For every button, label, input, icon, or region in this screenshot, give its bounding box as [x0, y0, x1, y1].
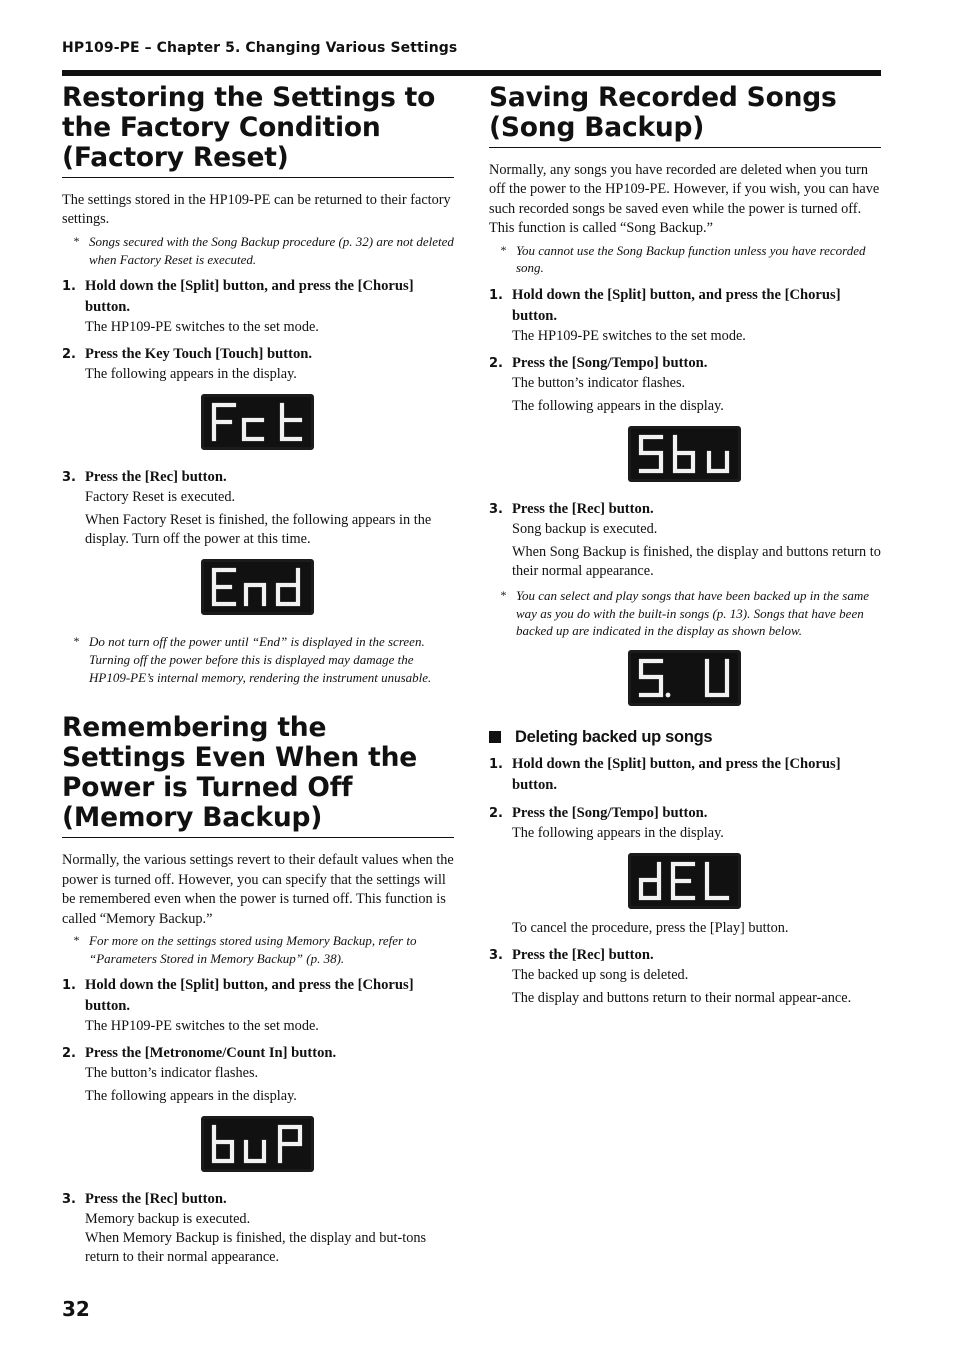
memory-backup-intro: Normally, the various settings revert to their default values when the power is turned off. However, you can specify that the settings will be remembered even when the power is turned off. This function is called “Memory Backup.”: [62, 852, 454, 927]
step-title: Press the [Rec] button.: [512, 947, 654, 964]
step-text: Song backup is executed.: [512, 521, 658, 538]
lcd-display-bup: [201, 1116, 314, 1172]
song-backup-step-2: [489, 353, 881, 492]
lcd-display-del: [628, 853, 741, 909]
right-column: [489, 83, 881, 1008]
running-head: HP109-PE – Chapter 5. Changing Various Settings: [62, 40, 458, 56]
step-text: The HP109-PE switches to the set mode.: [85, 319, 319, 336]
step-title: Press the [Rec] button.: [85, 469, 227, 486]
step-number: 3.: [489, 948, 503, 964]
step-title: Press the [Song/Tempo] button.: [512, 805, 708, 822]
lcd-display-sbu: [628, 426, 741, 482]
step-number: 1.: [489, 757, 503, 773]
step-text: The following appears in the display.: [85, 366, 297, 383]
step-number: 2.: [489, 806, 503, 822]
lcd-display-fct: [201, 394, 314, 450]
note-text: You can select and play songs that have been backed up in the same way as you do with the built-in songs (p. 13). Songs that have been backed up are indicated in the display as shown below.: [516, 588, 869, 639]
lcd-glyphs-end: [208, 565, 308, 609]
step-text: The backed up song is deleted.: [512, 967, 689, 984]
memory-backup-note-1: [62, 932, 454, 967]
memory-backup-step-3: [62, 1189, 454, 1267]
step-title: Hold down the [Split] button, and press the [Chorus] button.: [85, 278, 414, 316]
lcd-glyphs-su: [635, 656, 735, 700]
step-text: Memory backup is executed.: [85, 1211, 251, 1228]
step-text-2: When Song Backup is finished, the display and buttons return to their normal appearance.: [512, 544, 881, 580]
step-text-2: The following appears in the display.: [512, 398, 724, 415]
section-title-factory-reset: Restoring the Settings to the Factory Condition (Factory Reset): [62, 83, 454, 178]
step-number: 3.: [62, 470, 76, 486]
step-title: Press the [Rec] button.: [512, 501, 654, 518]
factory-reset-note-1: [62, 233, 454, 268]
lcd-glyphs-sbu: [635, 432, 735, 476]
delete-cancel-text: To cancel the procedure, press the [Play] button.: [512, 920, 789, 937]
black-square-icon: [489, 731, 501, 743]
memory-backup-step-2: [62, 1043, 454, 1182]
note-marker-icon: *: [73, 634, 80, 649]
step-number: 1.: [489, 288, 503, 304]
lcd-glyphs-del: [635, 859, 735, 903]
step-text-2: The display and buttons return to their normal appear-ance.: [512, 990, 852, 1007]
note-text: For more on the settings stored using Memory Backup, refer to “Parameters Stored in Memory Backup” (p. 38).: [89, 932, 417, 966]
step-text: The button’s indicator flashes.: [85, 1065, 259, 1082]
factory-reset-note-2: [62, 633, 454, 686]
section-title-song-backup: Saving Recorded Songs (Song Backup): [489, 83, 881, 148]
factory-reset-intro: The settings stored in the HP109-PE can be returned to their factory settings.: [62, 192, 451, 228]
subsection-title-text: Deleting backed up songs: [515, 728, 713, 747]
memory-backup-step-1: [62, 975, 454, 1036]
song-backup-note-2: [489, 587, 881, 640]
step-number: 2.: [62, 1046, 76, 1062]
factory-reset-step-3: [62, 467, 454, 625]
step-number: 1.: [62, 279, 76, 295]
page-number: 32: [62, 1297, 90, 1321]
step-number: 3.: [489, 502, 503, 518]
lcd-glyphs-bup: [208, 1122, 308, 1166]
header-rule: [62, 70, 881, 76]
step-text-2: When Memory Backup is finished, the display and but-tons return to their normal appearance.: [85, 1230, 427, 1266]
step-title: Hold down the [Split] button, and press the [Chorus] button.: [512, 287, 841, 325]
note-marker-icon: *: [73, 932, 80, 947]
step-text: The HP109-PE switches to the set mode.: [512, 328, 746, 345]
step-number: 3.: [62, 1192, 76, 1208]
step-number: 2.: [62, 347, 76, 363]
step-text: The HP109-PE switches to the set mode.: [85, 1018, 319, 1035]
step-text: The following appears in the display.: [512, 825, 724, 842]
song-backup-step-1: [489, 285, 881, 346]
song-backup-note-1: [489, 242, 881, 277]
step-text-2: The following appears in the display.: [85, 1088, 297, 1105]
song-backup-step-3: [489, 499, 881, 581]
lcd-glyphs-fct: [208, 400, 308, 444]
step-title: Press the [Metronome/Count In] button.: [85, 1045, 337, 1062]
factory-reset-step-1: [62, 276, 454, 337]
lcd-display-end: [201, 559, 314, 615]
lcd-display-su: [628, 650, 741, 706]
step-number: 2.: [489, 356, 503, 372]
note-text: Do not turn off the power until “End” is displayed in the screen. Turning off the power before this is displayed may damage the HP109-PE’s internal memory, rendering the instrument unusable.: [89, 634, 432, 685]
section-title-memory-backup: Remembering the Settings Even When the Power is Turned Off (Memory Backup): [62, 713, 454, 838]
note-marker-icon: *: [500, 588, 507, 603]
factory-reset-step-2: [62, 344, 454, 460]
note-marker-icon: *: [73, 233, 80, 248]
note-text: You cannot use the Song Backup function unless you have recorded song.: [516, 242, 866, 276]
subsection-title-deleting: [489, 726, 881, 748]
delete-step-2: [489, 803, 881, 938]
step-title: Press the Key Touch [Touch] button.: [85, 346, 313, 363]
delete-step-1: [489, 754, 881, 796]
step-title: Hold down the [Split] button, and press the [Chorus] button.: [512, 756, 841, 794]
step-number: 1.: [62, 978, 76, 994]
step-text-2: When Factory Reset is finished, the following appears in the display. Turn off the power at this time.: [85, 512, 432, 548]
delete-step-3: [489, 945, 881, 1008]
step-text: The button’s indicator flashes.: [512, 375, 686, 392]
song-backup-intro: Normally, any songs you have recorded are deleted when you turn off the power to the HP109-PE. However, if you wish, you can have such recorded songs be saved even while the power is turned off. This function is called “Song Backup.”: [489, 162, 880, 237]
step-title: Press the [Rec] button.: [85, 1191, 227, 1208]
left-column: [62, 83, 454, 1267]
note-text: Songs secured with the Song Backup procedure (p. 32) are not deleted when Factory Reset is executed.: [89, 233, 454, 267]
step-title: Hold down the [Split] button, and press the [Chorus] button.: [85, 977, 414, 1015]
note-marker-icon: *: [500, 242, 507, 257]
step-title: Press the [Song/Tempo] button.: [512, 355, 708, 372]
step-text: Factory Reset is executed.: [85, 489, 236, 506]
